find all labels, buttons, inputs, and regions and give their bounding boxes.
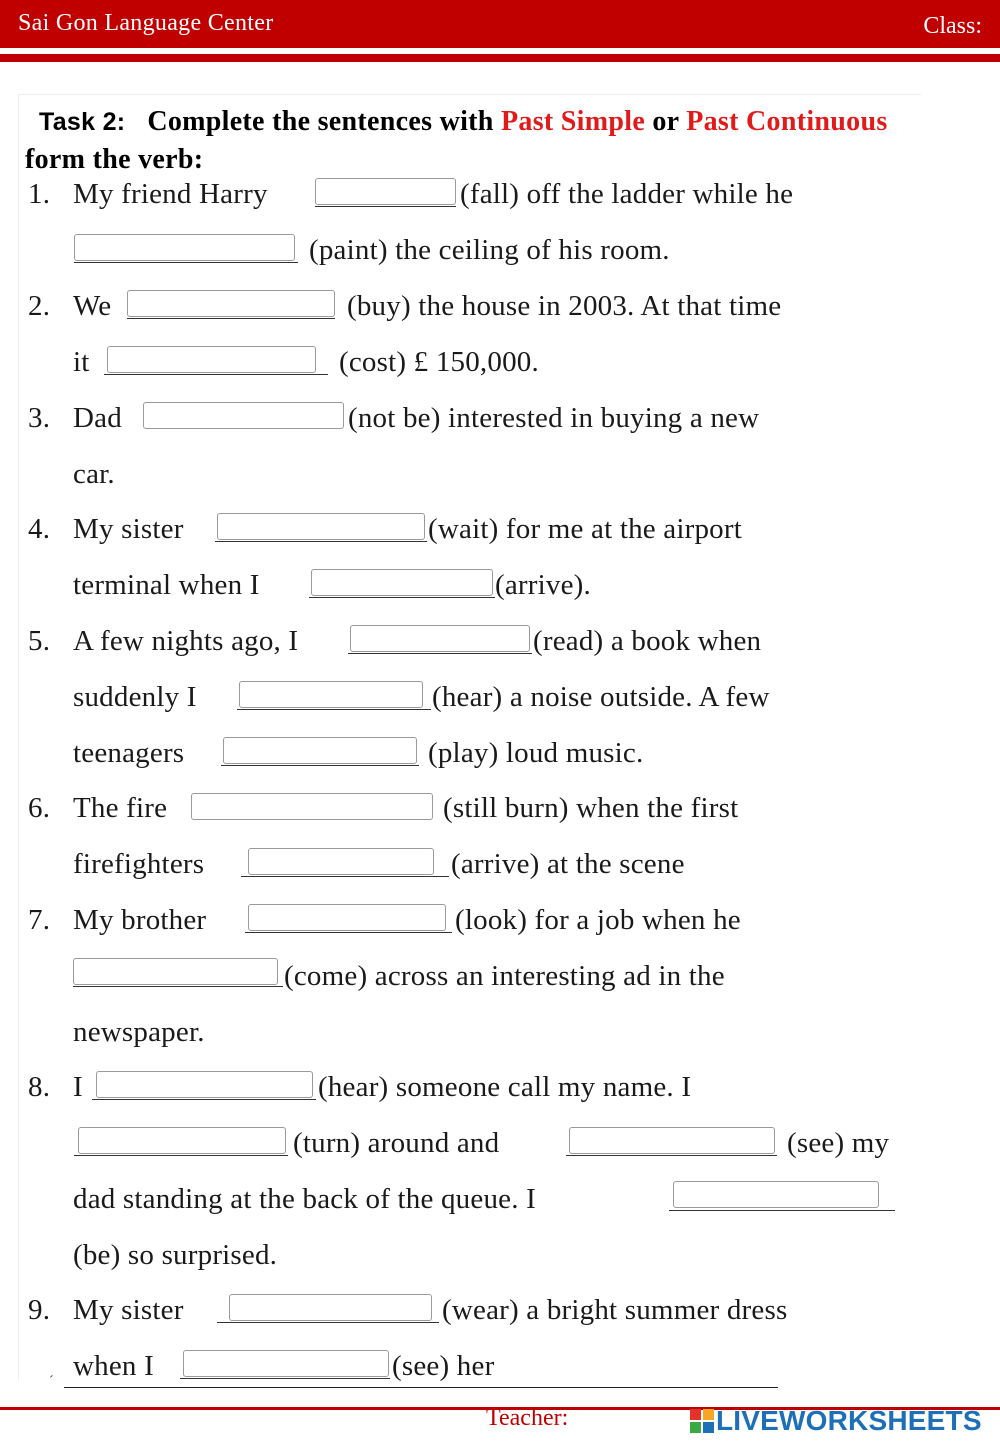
answer-blank-3a[interactable]	[143, 402, 344, 429]
blank-underline	[217, 1322, 439, 1323]
blank-underline	[241, 876, 449, 877]
question-text: car.	[73, 458, 115, 490]
answer-blank-2a[interactable]	[127, 290, 335, 317]
task-past-simple: Past Simple	[500, 106, 646, 137]
question-number: 7.	[28, 904, 51, 936]
question-number: 6.	[28, 792, 51, 824]
question-text: newspaper.	[73, 1016, 205, 1048]
answer-blank-8b[interactable]	[78, 1127, 286, 1154]
task-label: Task 2:	[39, 108, 126, 136]
header-divider	[0, 54, 1000, 62]
question-number: 3.	[28, 402, 51, 434]
question-text: (play) loud music.	[428, 737, 644, 769]
center-name: Sai Gon Language Center	[18, 10, 274, 36]
question-text: (buy) the house in 2003. At that time	[347, 290, 782, 322]
question-text: (wait) for me at the airport	[428, 513, 742, 545]
question-text: (come) across an interesting ad in the	[284, 960, 725, 992]
question-number: 2.	[28, 290, 51, 322]
question-text: A few nights ago, I	[73, 625, 299, 657]
question-text: (paint) the ceiling of his room.	[309, 234, 670, 266]
blank-underline	[74, 1155, 288, 1156]
answer-blank-5c[interactable]	[223, 737, 417, 764]
task-instruction	[25, 103, 935, 178]
answer-blank-8a[interactable]	[96, 1071, 313, 1098]
question-text: terminal when I	[73, 569, 260, 601]
blank-underline	[245, 932, 452, 933]
answer-blank-1a[interactable]	[315, 178, 456, 205]
answer-blank-9b[interactable]	[183, 1350, 389, 1377]
question-text: (see) my	[787, 1127, 890, 1159]
answer-blank-1b[interactable]	[74, 234, 295, 261]
task-text-2: or	[645, 106, 687, 137]
question-text: My friend Harry	[73, 178, 268, 210]
blank-underline	[669, 1210, 895, 1211]
answer-blank-7b[interactable]	[73, 958, 278, 985]
question-text: (hear) a noise outside. A few	[432, 681, 770, 713]
task-text-3: form the verb:	[25, 144, 204, 175]
answer-blank-4b[interactable]	[311, 569, 493, 596]
class-label: Class:	[923, 13, 982, 39]
question-text: We	[73, 290, 112, 322]
question-text: (not be) interested in buying a new	[348, 402, 760, 434]
blank-underline	[92, 1099, 316, 1100]
question-text: My sister	[73, 1294, 184, 1326]
question-text: (fall) off the ladder while he	[460, 178, 794, 210]
question-number: 5.	[28, 625, 51, 657]
blank-underline	[309, 597, 495, 598]
blank-underline	[73, 986, 283, 987]
answer-blank-8c[interactable]	[569, 1127, 775, 1154]
question-text: (hear) someone call my name. I	[318, 1071, 692, 1103]
brand-name: LIVEWORKSHEETS	[716, 1405, 982, 1436]
question-text: (turn) around and	[293, 1127, 500, 1159]
answer-blank-7a[interactable]	[248, 904, 446, 931]
question-text: when I	[73, 1350, 154, 1382]
task-past-continuous: Past Continuous	[686, 106, 888, 137]
question-number: 8.	[28, 1071, 51, 1103]
question-text: My brother	[73, 904, 207, 936]
blank-underline	[215, 541, 427, 542]
liveworksheets-logo-icon	[690, 1409, 714, 1433]
answer-blank-6b[interactable]	[248, 848, 434, 875]
blank-underline	[127, 318, 335, 319]
blank-underline	[237, 709, 431, 710]
question-text: (still burn) when the first	[443, 792, 739, 824]
header-bar	[0, 0, 1000, 48]
answer-blank-5a[interactable]	[350, 625, 530, 652]
question-text: (read) a book when	[533, 625, 762, 657]
answer-blank-9a[interactable]	[229, 1294, 432, 1321]
question-text: (arrive) at the scene	[451, 848, 685, 880]
blank-underline	[315, 206, 456, 207]
question-number: 4.	[28, 513, 51, 545]
question-text: teenagers	[73, 737, 185, 769]
liveworksheets-brand[interactable]	[690, 1406, 982, 1436]
question-text: dad standing at the back of the queue. I	[73, 1183, 536, 1215]
blank-underline	[180, 1378, 390, 1379]
question-text: (be) so surprised.	[73, 1239, 278, 1271]
question-text: (look) for a job when he	[455, 904, 741, 936]
question-text: Dad	[73, 402, 122, 434]
stray-mark: ´	[49, 1374, 54, 1389]
task-text-1: Complete the sentences with	[147, 106, 501, 137]
question-number: 1.	[28, 178, 51, 210]
blank-underline	[566, 1155, 777, 1156]
answer-blank-8d[interactable]	[673, 1181, 879, 1208]
question-text: suddenly I	[73, 681, 197, 713]
answer-blank-5b[interactable]	[239, 681, 423, 708]
blank-underline	[348, 653, 532, 654]
blank-underline	[221, 765, 419, 766]
question-text: My sister	[73, 513, 184, 545]
question-text: (arrive).	[495, 569, 591, 601]
question-text: (see) her	[392, 1350, 495, 1382]
question-text: I	[73, 1071, 83, 1103]
answer-blank-2b[interactable]	[107, 346, 316, 373]
question-text: it	[73, 346, 90, 378]
question-number: 9.	[28, 1294, 51, 1326]
question-text: (cost) £ 150,000.	[339, 346, 539, 378]
blank-underline	[104, 374, 328, 375]
bottom-rule	[64, 1387, 778, 1388]
answer-blank-4a[interactable]	[217, 513, 425, 540]
blank-underline	[74, 262, 298, 263]
answer-blank-6a[interactable]	[191, 793, 433, 820]
question-text: The fire	[73, 792, 168, 824]
question-text: (wear) a bright summer dress	[442, 1294, 788, 1326]
question-text: firefighters	[73, 848, 205, 880]
teacher-label: Teacher:	[486, 1405, 569, 1431]
